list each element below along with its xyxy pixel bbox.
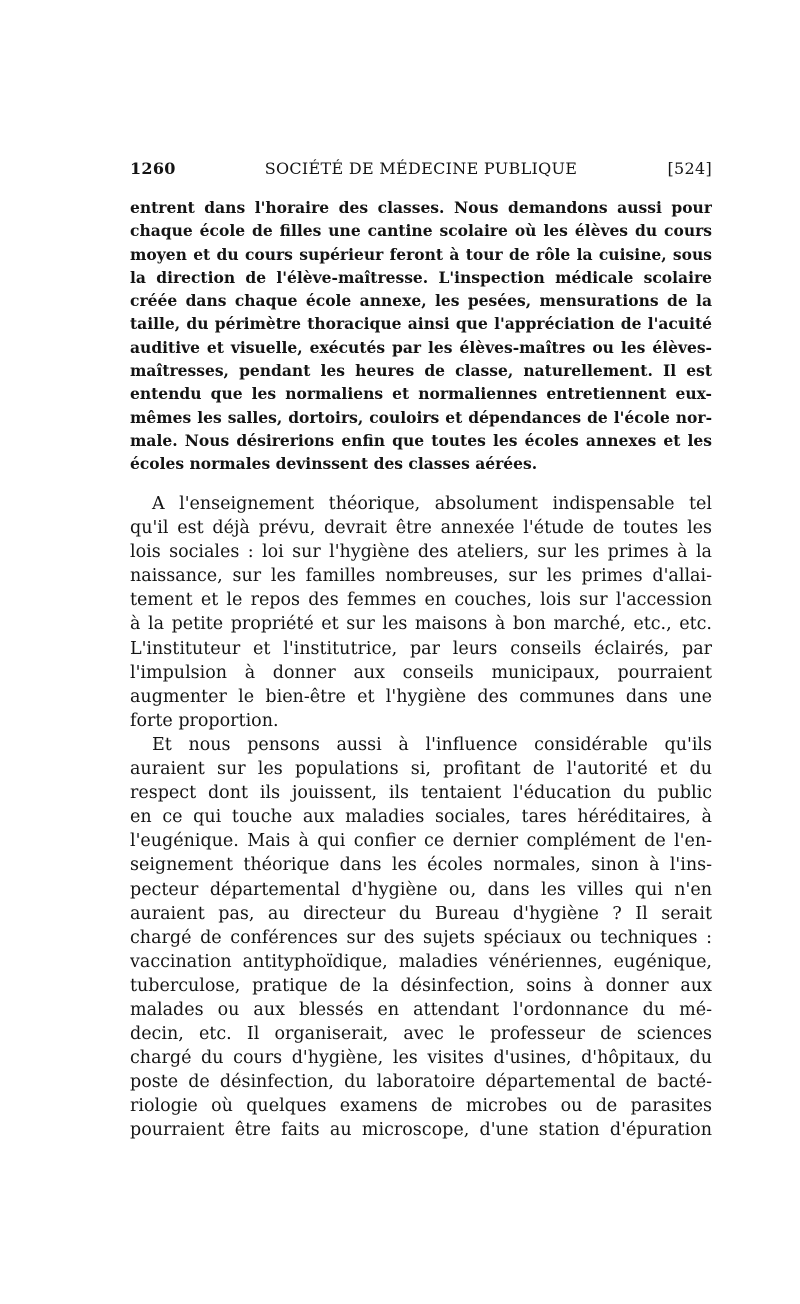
text-line: naissance, sur les familles nombreuses, sur les primes d'allai-: [130, 566, 712, 587]
text-line: qu'il est déjà prévu, devrait être annexée l'étude de toutes les: [130, 518, 712, 539]
text-line: seignement théorique dans les écoles normales, sinon à l'ins-: [130, 855, 712, 876]
text-line: auraient pas, au directeur du Bureau d'hygiène ? Il serait: [130, 903, 712, 924]
text-line: chargé de conférences sur des sujets spéciaux ou techniques :: [130, 927, 712, 948]
text-line: en ce qui touche aux maladies sociales, tares héréditaires, à: [130, 807, 712, 828]
text-line: augmenter le bien-être et l'hygiène des communes dans une: [130, 686, 712, 707]
text-line: maîtresses, pendant les heures de classe, naturellement. Il est: [130, 361, 712, 381]
text-line: pecteur départemental d'hygiène ou, dans les villes qui n'en: [130, 879, 712, 900]
text-line: respect dont ils jouissent, ils tentaient l'éducation du public: [130, 783, 712, 804]
text-line: mêmes les salles, dortoirs, couloirs et dépendances de l'école nor-: [130, 407, 712, 427]
text-line: tement et le repos des femmes en couches, lois sur l'accession: [130, 590, 712, 611]
text-line: forte proportion.: [130, 710, 279, 731]
text-line: male. Nous désirerions enfin que toutes les écoles annexes et les: [130, 430, 712, 450]
bracketed-page-number: [524]: [667, 159, 712, 178]
text-line: malades ou aux blessés en attendant l'ordonnance du mé-: [130, 999, 712, 1020]
text-line: l'eugénique. Mais à qui confier ce dernier complément de l'en-: [130, 831, 712, 852]
text-line: à la petite propriété et sur les maisons à bon marché, etc., etc.: [130, 614, 712, 635]
text-line: pourraient être faits au microscope, d'une station d'épuration: [130, 1120, 712, 1141]
text-line: la direction de l'élève-maîtresse. L'inspection médicale scolaire: [130, 267, 712, 287]
text-line: L'instituteur et l'institutrice, par leurs conseils éclairés, par: [130, 638, 712, 659]
text-line: moyen et du cours supérieur feront à tour de rôle la cuisine, sous: [130, 244, 712, 264]
text-line: taille, du périmètre thoracique ainsi que l'appréciation de l'acuité: [130, 314, 712, 334]
text-line: riologie où quelques examens de microbes ou de parasites: [130, 1096, 712, 1117]
text-line: entrent dans l'horaire des classes. Nous demandons aussi pour: [130, 198, 712, 217]
main-text: [130, 492, 712, 1143]
paragraph-influence: [130, 733, 712, 1143]
page-number: 1260: [130, 159, 176, 178]
paragraph-social-laws: [130, 492, 712, 733]
text-line: Et nous pensons aussi à l'influence considérable qu'ils: [152, 734, 712, 755]
running-title: SOCIÉTÉ DE MÉDECINE PUBLIQUE: [264, 159, 578, 178]
text-line: chargé du cours d'hygiène, les visites d'usines, d'hôpitaux, du: [130, 1048, 712, 1069]
text-line: decin, etc. Il organiserait, avec le professeur de sciences: [130, 1024, 712, 1045]
text-line: lois sociales : loi sur l'hygiène des ateliers, sur les primes à la: [130, 542, 712, 563]
text-line: créée dans chaque école annexe, les pesées, mensurations de la: [130, 291, 712, 311]
text-line: A l'enseignement théorique, absolument indispensable tel: [152, 494, 712, 514]
text-line: auraient sur les populations si, profitant de l'autorité et du: [130, 759, 712, 780]
text-line: l'impulsion à donner aux conseils municipaux, pourraient: [130, 662, 712, 683]
text-line: poste de désinfection, du laboratoire départemental de bacté-: [130, 1072, 712, 1093]
text-line: auditive et visuelle, exécutés par les élèves-maîtres ou les élèves-: [130, 337, 712, 357]
text-line: vaccination antityphoïdique, maladies vénériennes, eugénique,: [130, 951, 712, 972]
text-line: écoles normales devinssent des classes aérées.: [130, 454, 538, 474]
text-line: tuberculose, pratique de la désinfection, soins à donner aux: [130, 975, 712, 996]
text-line: chaque école de filles une cantine scolaire où les élèves du cours: [130, 221, 712, 241]
page-header: [130, 159, 712, 183]
text-line: entendu que les normaliens et normaliennes entretiennent eux-: [130, 384, 712, 404]
paragraph-small-print: [130, 196, 712, 476]
